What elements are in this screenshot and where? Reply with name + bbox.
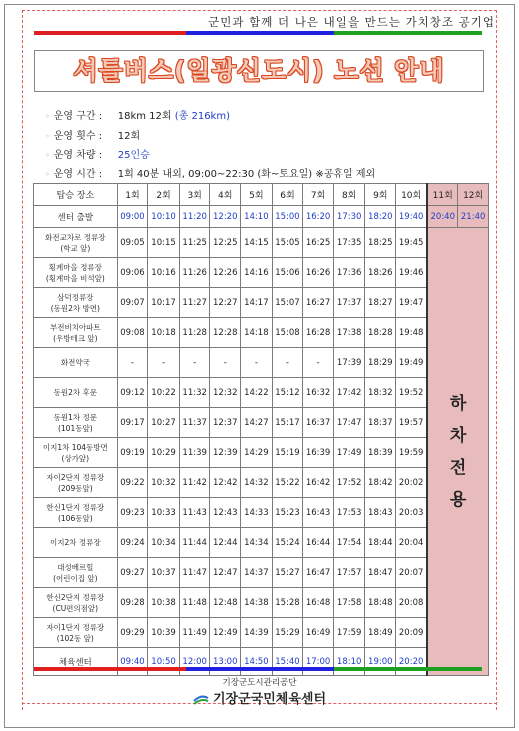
info-label: 운영 횟수 :	[53, 131, 103, 142]
org-name-main-text: 기장군국민체육센터	[212, 692, 327, 707]
table-row	[34, 318, 489, 348]
time-cell: -	[272, 348, 303, 378]
org-logo-icon	[193, 695, 209, 705]
stop-cell	[34, 318, 118, 348]
stop-name: 동원1차 정문	[53, 412, 98, 422]
time-cell: 20:03	[396, 498, 428, 528]
margin-guide-left	[22, 10, 23, 710]
time-cell: 16:32	[303, 378, 334, 408]
time-cell: 19:46	[396, 258, 428, 288]
time-cell: 15:17	[272, 408, 303, 438]
time-cell: 20:08	[396, 588, 428, 618]
time-cell: 15:07	[272, 288, 303, 318]
time-cell: 18:29	[365, 348, 396, 378]
stop-name: 화전교차로 정류장	[45, 232, 106, 242]
time-cell: 16:20	[303, 206, 334, 228]
time-cell: 17:38	[333, 318, 365, 348]
time-cell: 19:52	[396, 378, 428, 408]
time-cell: 11:37	[179, 408, 210, 438]
dropoff-only-cell	[427, 228, 488, 676]
time-cell: 18:42	[365, 468, 396, 498]
time-cell: 19:59	[396, 438, 428, 468]
time-cell: 14:33	[241, 498, 273, 528]
footer-stripe-blue	[186, 667, 334, 671]
time-cell: 15:05	[272, 228, 303, 258]
info-value: 12회	[117, 131, 141, 142]
stripe-green	[334, 31, 482, 35]
stop-cell	[34, 408, 118, 438]
stop-name: 이지1차 104동방면	[42, 442, 108, 452]
time-cell: 16:47	[303, 558, 334, 588]
table-row	[34, 258, 489, 288]
time-cell: -	[303, 348, 334, 378]
time-cell: 17:36	[333, 258, 365, 288]
table-row	[34, 648, 489, 676]
table-header-row	[34, 184, 489, 206]
stop-cell	[34, 438, 118, 468]
time-cell: 15:00	[272, 206, 303, 228]
time-cell: 20:04	[396, 528, 428, 558]
time-cell: 17:49	[333, 438, 365, 468]
time-cell: 12:43	[210, 498, 241, 528]
time-cell: 19:57	[396, 408, 428, 438]
header-cell: 12회	[458, 184, 489, 206]
time-cell: 10:33	[148, 498, 180, 528]
org-name-small: 기장군도시관리공단	[222, 678, 297, 688]
time-cell: 11:26	[179, 258, 210, 288]
header-cell: 5회	[241, 184, 273, 206]
time-cell: 10:15	[148, 228, 180, 258]
info-vehicle	[45, 146, 150, 161]
time-cell: 09:00	[117, 206, 148, 228]
time-cell: 17:35	[333, 228, 365, 258]
table-row	[34, 348, 489, 378]
stop-landmark: (CU편의점앞)	[52, 603, 99, 613]
time-cell: 11:32	[179, 378, 210, 408]
time-cell: -	[241, 348, 273, 378]
time-cell: 09:06	[117, 258, 148, 288]
time-cell: 11:28	[179, 318, 210, 348]
time-cell: 17:30	[333, 206, 365, 228]
time-cell: 18:20	[365, 206, 396, 228]
info-label: 운영 차량 :	[53, 150, 103, 161]
stop-name: 부전비치아파트	[49, 322, 101, 332]
stop-name: 자이2단지 정류장	[46, 472, 105, 482]
page-title: 셔틀버스(일광신도시) 노선 안내	[73, 56, 445, 85]
header-cell: 3회	[179, 184, 210, 206]
time-cell: 11:47	[179, 558, 210, 588]
time-cell: 11:43	[179, 498, 210, 528]
stop-landmark: (102동 앞)	[56, 633, 94, 643]
stop-landmark: (106동앞)	[57, 513, 93, 523]
time-cell: 12:39	[210, 438, 241, 468]
time-cell: 15:19	[272, 438, 303, 468]
time-cell: 14:10	[241, 206, 273, 228]
info-extra: 25인승	[117, 150, 150, 161]
table-row	[34, 378, 489, 408]
time-cell: 17:00	[303, 648, 334, 676]
time-cell: 09:24	[117, 528, 148, 558]
time-cell: 09:07	[117, 288, 148, 318]
table-row	[34, 618, 489, 648]
time-cell: 18:49	[365, 618, 396, 648]
time-cell: 16:44	[303, 528, 334, 558]
time-cell: 10:32	[148, 468, 180, 498]
time-cell: 17:59	[333, 618, 365, 648]
time-cell: 09:08	[117, 318, 148, 348]
stop-cell	[34, 558, 118, 588]
info-route	[45, 107, 230, 122]
time-cell: 20:09	[396, 618, 428, 648]
header-cell: 10회	[396, 184, 428, 206]
stop-name: 횡계마을 정류장	[48, 262, 102, 272]
timetable	[33, 183, 489, 676]
stop-cell	[34, 228, 118, 258]
time-cell: 12:32	[210, 378, 241, 408]
info-value: 18km 12회	[117, 111, 172, 122]
table-row	[34, 228, 489, 258]
info-hours	[45, 165, 375, 180]
stop-cell	[34, 468, 118, 498]
time-cell: 11:25	[179, 228, 210, 258]
time-cell: 15:27	[272, 558, 303, 588]
time-cell: 18:26	[365, 258, 396, 288]
stop-landmark: (우방테크 앞)	[53, 333, 98, 343]
time-cell: 14:32	[241, 468, 273, 498]
header-cell: 8회	[333, 184, 365, 206]
time-cell: 14:50	[241, 648, 273, 676]
time-cell: 17:54	[333, 528, 365, 558]
time-cell: 09:22	[117, 468, 148, 498]
time-cell: 10:29	[148, 438, 180, 468]
time-cell: 18:43	[365, 498, 396, 528]
header-cell: 9회	[365, 184, 396, 206]
time-cell: 18:48	[365, 588, 396, 618]
org-name-main	[0, 688, 519, 707]
time-cell: 10:27	[148, 408, 180, 438]
time-cell: 17:58	[333, 588, 365, 618]
time-cell: 17:52	[333, 468, 365, 498]
stripe-red	[34, 31, 186, 35]
time-cell: 19:45	[396, 228, 428, 258]
footer-stripe-green	[334, 667, 482, 671]
stop-cell: 센터 출발	[34, 206, 118, 228]
time-cell: 09:19	[117, 438, 148, 468]
time-cell: 10:16	[148, 258, 180, 288]
time-cell: 15:22	[272, 468, 303, 498]
time-cell: 16:28	[303, 318, 334, 348]
stop-landmark: (101동앞)	[57, 423, 93, 433]
info-extra: (총 216km)	[174, 111, 230, 122]
stop-name: 이지2차 정류장	[50, 538, 101, 547]
table-row	[34, 438, 489, 468]
header-cell: 6회	[272, 184, 303, 206]
time-cell: 18:47	[365, 558, 396, 588]
time-cell: 19:00	[365, 648, 396, 676]
time-cell: 17:37	[333, 288, 365, 318]
stop-name: 동원2차 후문	[53, 388, 98, 397]
time-cell: 15:06	[272, 258, 303, 288]
time-cell: 15:24	[272, 528, 303, 558]
time-cell: 16:27	[303, 288, 334, 318]
table-row	[34, 468, 489, 498]
time-cell: 17:57	[333, 558, 365, 588]
time-cell: 19:47	[396, 288, 428, 318]
time-cell: 12:44	[210, 528, 241, 558]
info-label: 운영 시간 :	[53, 169, 103, 180]
header-cell: 11회	[427, 184, 458, 206]
time-cell: 12:25	[210, 228, 241, 258]
time-cell: 11:42	[179, 468, 210, 498]
time-cell: 18:44	[365, 528, 396, 558]
time-cell: 17:42	[333, 378, 365, 408]
time-cell: 14:18	[241, 318, 273, 348]
time-cell: 09:40	[117, 648, 148, 676]
time-cell: 15:29	[272, 618, 303, 648]
time-cell: 19:48	[396, 318, 428, 348]
time-cell: 14:34	[241, 528, 273, 558]
time-cell: 11:44	[179, 528, 210, 558]
time-cell: 14:29	[241, 438, 273, 468]
footer-stripe-red	[34, 667, 186, 671]
time-cell: 09:23	[117, 498, 148, 528]
time-cell: 09:17	[117, 408, 148, 438]
time-cell: 10:22	[148, 378, 180, 408]
stop-cell	[34, 258, 118, 288]
time-cell: 10:38	[148, 588, 180, 618]
time-cell: 12:00	[179, 648, 210, 676]
time-cell: 20:02	[396, 468, 428, 498]
time-cell: 14:27	[241, 408, 273, 438]
time-cell: 10:37	[148, 558, 180, 588]
time-cell: 12:27	[210, 288, 241, 318]
time-cell: 18:10	[333, 648, 365, 676]
stop-name: 한신1단지 정류장	[46, 502, 105, 512]
time-cell: 09:28	[117, 588, 148, 618]
stop-cell	[34, 498, 118, 528]
time-cell: 16:37	[303, 408, 334, 438]
time-cell: 17:39	[333, 348, 365, 378]
time-cell: 12:20	[210, 206, 241, 228]
time-cell: 14:15	[241, 228, 273, 258]
time-cell: 18:28	[365, 318, 396, 348]
time-cell: 11:27	[179, 288, 210, 318]
time-cell: 20:07	[396, 558, 428, 588]
time-cell: 20:20	[396, 648, 428, 676]
time-cell: 16:26	[303, 258, 334, 288]
time-cell: 13:00	[210, 648, 241, 676]
time-cell: 15:08	[272, 318, 303, 348]
stop-cell	[34, 588, 118, 618]
time-cell: 12:48	[210, 588, 241, 618]
time-cell: 09:27	[117, 558, 148, 588]
time-cell: 20:40	[427, 206, 458, 228]
stop-landmark: (학교 앞)	[60, 243, 91, 253]
stop-cell	[34, 528, 118, 558]
time-cell: 19:40	[396, 206, 428, 228]
time-cell: 10:50	[148, 648, 180, 676]
title-box	[34, 50, 484, 92]
time-cell: 12:28	[210, 318, 241, 348]
bullet-icon: ◦	[45, 151, 50, 160]
header-cell: 7회	[303, 184, 334, 206]
time-cell: 15:40	[272, 648, 303, 676]
dropoff-only-label: 하 차 전 용	[449, 393, 467, 510]
time-cell: 12:49	[210, 618, 241, 648]
time-cell: -	[210, 348, 241, 378]
table-row	[34, 588, 489, 618]
time-cell: -	[148, 348, 180, 378]
time-cell: 14:16	[241, 258, 273, 288]
time-cell: 14:22	[241, 378, 273, 408]
time-cell: 10:18	[148, 318, 180, 348]
time-cell: 15:12	[272, 378, 303, 408]
time-cell: 17:47	[333, 408, 365, 438]
time-cell: 18:37	[365, 408, 396, 438]
header-cell: 1회	[117, 184, 148, 206]
time-cell: 09:12	[117, 378, 148, 408]
time-cell: 16:39	[303, 438, 334, 468]
time-cell: 12:42	[210, 468, 241, 498]
time-cell: 18:32	[365, 378, 396, 408]
time-cell: -	[179, 348, 210, 378]
time-cell: -	[117, 348, 148, 378]
time-cell: 16:49	[303, 618, 334, 648]
time-cell: 10:10	[148, 206, 180, 228]
bullet-icon: ◦	[45, 170, 50, 179]
time-cell: 14:39	[241, 618, 273, 648]
stop-landmark: (어린이집 앞)	[53, 573, 98, 583]
table-row	[34, 528, 489, 558]
stop-landmark: (209동앞)	[57, 483, 93, 493]
time-cell: 11:39	[179, 438, 210, 468]
stop-landmark: (동원2차 방면)	[50, 303, 100, 313]
stop-name: 화전약국	[60, 358, 90, 367]
time-cell: 10:39	[148, 618, 180, 648]
stop-cell: 체육센터	[34, 648, 118, 676]
bullet-icon: ◦	[45, 132, 50, 141]
stop-name: 한신2단지 정류장	[46, 592, 105, 602]
time-cell: 12:47	[210, 558, 241, 588]
table-row	[34, 206, 489, 228]
time-cell: 16:48	[303, 588, 334, 618]
info-label: 운영 구간 :	[53, 111, 103, 122]
stop-cell	[34, 618, 118, 648]
stop-name: 삼덕정류장	[57, 292, 94, 302]
time-cell: 21:40	[458, 206, 489, 228]
margin-guide-right	[496, 10, 497, 710]
time-cell: 16:43	[303, 498, 334, 528]
time-cell: 10:34	[148, 528, 180, 558]
stripe-blue	[186, 31, 334, 35]
time-cell: 11:48	[179, 588, 210, 618]
time-cell: 17:53	[333, 498, 365, 528]
time-cell: 09:05	[117, 228, 148, 258]
time-cell: 09:29	[117, 618, 148, 648]
stop-cell	[34, 378, 118, 408]
bullet-icon: ◦	[45, 112, 50, 121]
time-cell: 19:49	[396, 348, 428, 378]
time-cell: 16:42	[303, 468, 334, 498]
stop-name: 대성베르힐	[57, 562, 94, 572]
table-row	[34, 288, 489, 318]
time-cell: 12:26	[210, 258, 241, 288]
time-cell: 18:39	[365, 438, 396, 468]
info-count	[45, 127, 140, 142]
time-cell: 11:49	[179, 618, 210, 648]
time-cell: 15:23	[272, 498, 303, 528]
time-cell: 14:38	[241, 588, 273, 618]
header-cell: 탑승 장소	[34, 184, 118, 206]
info-value: 1회 40분 내외, 09:00~22:30 (화~토요일) ※공휴일 제외	[117, 169, 376, 180]
table-row	[34, 558, 489, 588]
table-row	[34, 498, 489, 528]
table-row	[34, 408, 489, 438]
time-cell: 10:17	[148, 288, 180, 318]
margin-guide-top	[22, 10, 497, 11]
stop-cell	[34, 288, 118, 318]
stop-cell	[34, 348, 118, 378]
header-cell: 4회	[210, 184, 241, 206]
time-cell: 16:25	[303, 228, 334, 258]
time-cell: 18:27	[365, 288, 396, 318]
time-cell: 14:17	[241, 288, 273, 318]
stop-landmark: (상가앞)	[61, 453, 90, 463]
time-cell: 12:37	[210, 408, 241, 438]
stop-landmark: (횡계마을 비석앞)	[45, 273, 105, 283]
slogan: 군민과 함께 더 나은 내일을 만드는 가치창조 공기업	[208, 15, 495, 29]
time-cell: 14:37	[241, 558, 273, 588]
stop-name: 자이1단지 정류장	[46, 622, 105, 632]
time-cell: 11:20	[179, 206, 210, 228]
time-cell: 15:28	[272, 588, 303, 618]
header-cell: 2회	[148, 184, 180, 206]
time-cell: 18:25	[365, 228, 396, 258]
